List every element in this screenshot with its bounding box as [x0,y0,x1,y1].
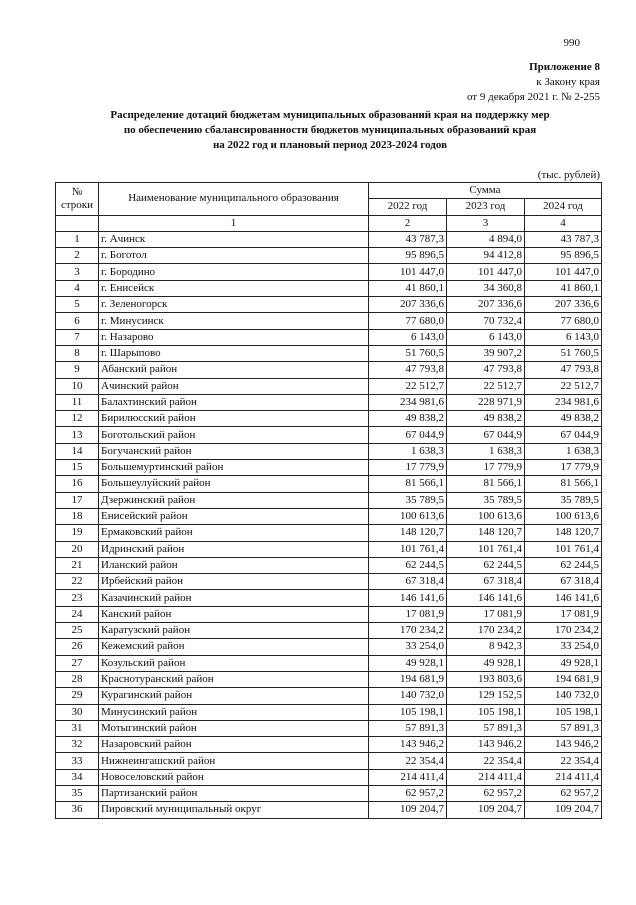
row-number-cell: 12 [56,411,99,427]
value-2023-cell: 228 971,9 [447,394,525,410]
value-2024-cell: 22 354,4 [525,753,602,769]
municipality-name-cell: г. Ачинск [99,231,369,247]
value-2024-cell: 62 957,2 [525,785,602,801]
municipality-name-cell: Новоселовский район [99,769,369,785]
municipality-name-cell: Ермаковский район [99,525,369,541]
heading-line-3: на 2022 год и плановый период 2023-2024 годов [212,139,448,151]
municipality-name-cell: Нижнеингашский район [99,753,369,769]
table-row [56,345,602,361]
value-2024-cell: 47 793,8 [525,362,602,378]
value-2024-cell: 77 680,0 [525,313,602,329]
table-row [56,313,602,329]
row-number-cell: 24 [56,606,99,622]
table-row [56,443,602,459]
value-2023-cell: 207 336,6 [447,297,525,313]
sum-header: Сумма [369,183,602,199]
table-row [56,476,602,492]
row-number-cell: 19 [56,525,99,541]
row-number-cell: 25 [56,623,99,639]
table-row [56,574,602,590]
table-row [56,753,602,769]
table-row [56,655,602,671]
value-2024-cell: 207 336,6 [525,297,602,313]
value-2024-cell: 143 946,2 [525,737,602,753]
value-2024-cell: 67 044,9 [525,427,602,443]
table-row [56,606,602,622]
value-2022-cell: 148 120,7 [369,525,447,541]
table-row [56,411,602,427]
table-row [56,427,602,443]
subsidy-table [55,182,602,819]
value-2022-cell: 1 638,3 [369,443,447,459]
value-2024-cell: 41 860,1 [525,280,602,296]
municipality-name-cell: г. Шарыпово [99,345,369,361]
value-2024-cell: 194 681,9 [525,671,602,687]
value-2022-cell: 105 198,1 [369,704,447,720]
value-2023-cell: 39 907,2 [447,345,525,361]
row-number-cell: 7 [56,329,99,345]
table-row [56,264,602,280]
row-number-cell: 31 [56,720,99,736]
value-2022-cell: 67 044,9 [369,427,447,443]
value-2023-cell: 101 761,4 [447,541,525,557]
value-2024-cell: 1 638,3 [525,443,602,459]
row-number-cell: 33 [56,753,99,769]
units-label: (тыс. рублей) [537,169,600,181]
municipality-name-cell: Мотыгинский район [99,720,369,736]
value-2024-cell: 109 204,7 [525,802,602,818]
value-2023-cell: 143 946,2 [447,737,525,753]
value-2023-cell: 62 957,2 [447,785,525,801]
row-number-cell: 21 [56,557,99,573]
value-2023-cell: 57 891,3 [447,720,525,736]
value-2024-cell: 148 120,7 [525,525,602,541]
table-row [56,248,602,264]
value-2022-cell: 22 354,4 [369,753,447,769]
col-number-header: № строки [56,183,99,216]
value-2022-cell: 207 336,6 [369,297,447,313]
value-2024-cell: 49 928,1 [525,655,602,671]
value-2023-cell: 22 512,7 [447,378,525,394]
municipality-name-cell: Козульский район [99,655,369,671]
value-2022-cell: 33 254,0 [369,639,447,655]
value-2024-cell: 57 891,3 [525,720,602,736]
row-number-cell: 6 [56,313,99,329]
row-number-cell: 10 [56,378,99,394]
table-row [56,541,602,557]
row-number-cell: 3 [56,264,99,280]
value-2024-cell: 101 447,0 [525,264,602,280]
table-row [56,557,602,573]
municipality-name-cell: г. Енисейск [99,280,369,296]
row-number-cell: 27 [56,655,99,671]
index-cell [56,215,99,231]
value-2024-cell: 22 512,7 [525,378,602,394]
municipality-name-cell: г. Боготол [99,248,369,264]
value-2023-cell: 35 789,5 [447,492,525,508]
municipality-name-cell: Иланский район [99,557,369,573]
document-heading [40,108,620,153]
table-row [56,688,602,704]
value-2024-cell: 33 254,0 [525,639,602,655]
value-2024-cell: 105 198,1 [525,704,602,720]
table-row [56,623,602,639]
row-number-cell: 22 [56,574,99,590]
value-2022-cell: 49 928,1 [369,655,447,671]
row-number-cell: 17 [56,492,99,508]
table-body [56,231,602,818]
appendix-block [467,60,600,105]
municipality-name-cell: Канский район [99,606,369,622]
value-2022-cell: 43 787,3 [369,231,447,247]
row-number-cell: 18 [56,508,99,524]
value-2023-cell: 101 447,0 [447,264,525,280]
municipality-name-cell: Енисейский район [99,508,369,524]
table-row [56,720,602,736]
municipality-name-cell: Краснотуранский район [99,671,369,687]
value-2024-cell: 51 760,5 [525,345,602,361]
municipality-name-cell: Идринский район [99,541,369,557]
value-2023-cell: 109 204,7 [447,802,525,818]
value-2022-cell: 17 779,9 [369,460,447,476]
col-name-header: Наименование муниципального образования [99,183,369,216]
row-number-cell: 11 [56,394,99,410]
value-2022-cell: 109 204,7 [369,802,447,818]
municipality-name-cell: Минусинский район [99,704,369,720]
value-2024-cell: 81 566,1 [525,476,602,492]
value-2023-cell: 62 244,5 [447,557,525,573]
value-2023-cell: 49 838,2 [447,411,525,427]
value-2022-cell: 17 081,9 [369,606,447,622]
table-row [56,590,602,606]
municipality-name-cell: Балахтинский район [99,394,369,410]
row-number-cell: 35 [56,785,99,801]
value-2024-cell: 62 244,5 [525,557,602,573]
value-2022-cell: 143 946,2 [369,737,447,753]
value-2023-cell: 193 803,6 [447,671,525,687]
value-2022-cell: 100 613,6 [369,508,447,524]
municipality-name-cell: Казачинский район [99,590,369,606]
value-2023-cell: 67 318,4 [447,574,525,590]
municipality-name-cell: Большемуртинский район [99,460,369,476]
municipality-name-cell: Партизанский район [99,785,369,801]
value-2023-cell: 17 081,9 [447,606,525,622]
table-row [56,785,602,801]
table-row [56,737,602,753]
table-row [56,460,602,476]
value-2022-cell: 77 680,0 [369,313,447,329]
value-2023-cell: 4 894,0 [447,231,525,247]
table-row [56,362,602,378]
row-number-cell: 13 [56,427,99,443]
value-2022-cell: 101 761,4 [369,541,447,557]
value-2022-cell: 67 318,4 [369,574,447,590]
value-2023-cell: 49 928,1 [447,655,525,671]
value-2023-cell: 100 613,6 [447,508,525,524]
value-2022-cell: 81 566,1 [369,476,447,492]
municipality-name-cell: Большеулуйский район [99,476,369,492]
value-2023-cell: 22 354,4 [447,753,525,769]
row-number-cell: 1 [56,231,99,247]
row-number-cell: 20 [56,541,99,557]
municipality-name-cell: Назаровский район [99,737,369,753]
row-number-cell: 15 [56,460,99,476]
municipality-name-cell: Пировский муниципальный округ [99,802,369,818]
value-2023-cell: 170 234,2 [447,623,525,639]
value-2022-cell: 140 732,0 [369,688,447,704]
table-row [56,329,602,345]
value-2022-cell: 6 143,0 [369,329,447,345]
value-2023-cell: 146 141,6 [447,590,525,606]
value-2022-cell: 47 793,8 [369,362,447,378]
heading-line-2: по обеспечению сбалансированности бюджетов муниципальных образований края [123,124,537,136]
value-2023-cell: 34 360,8 [447,280,525,296]
table-row [56,378,602,394]
value-2022-cell: 22 512,7 [369,378,447,394]
value-2022-cell: 57 891,3 [369,720,447,736]
page-number: 990 [563,37,580,49]
value-2023-cell: 47 793,8 [447,362,525,378]
table-row [56,297,602,313]
appendix-line-1: к Закону края [536,76,600,88]
row-number-cell: 23 [56,590,99,606]
index-cell: 2 [369,215,447,231]
value-2022-cell: 194 681,9 [369,671,447,687]
value-2024-cell: 95 896,5 [525,248,602,264]
value-2024-cell: 140 732,0 [525,688,602,704]
index-cell: 3 [447,215,525,231]
row-number-cell: 34 [56,769,99,785]
row-number-cell: 36 [56,802,99,818]
row-number-cell: 30 [56,704,99,720]
value-2023-cell: 94 412,8 [447,248,525,264]
value-2024-cell: 43 787,3 [525,231,602,247]
value-2024-cell: 100 613,6 [525,508,602,524]
value-2023-cell: 81 566,1 [447,476,525,492]
table-row [56,231,602,247]
table-row [56,769,602,785]
row-number-cell: 16 [56,476,99,492]
table-row [56,525,602,541]
value-2022-cell: 35 789,5 [369,492,447,508]
index-row [56,215,602,231]
value-2022-cell: 51 760,5 [369,345,447,361]
table-row [56,492,602,508]
value-2024-cell: 170 234,2 [525,623,602,639]
heading-line-1: Распределение дотаций бюджетам муниципальных образований края на поддержку мер [110,109,550,121]
value-2024-cell: 146 141,6 [525,590,602,606]
index-cell: 1 [99,215,369,231]
table-row [56,704,602,720]
municipality-name-cell: Богучанский район [99,443,369,459]
value-2022-cell: 234 981,6 [369,394,447,410]
municipality-name-cell: Курагинский район [99,688,369,704]
value-2022-cell: 146 141,6 [369,590,447,606]
value-2024-cell: 35 789,5 [525,492,602,508]
table-row [56,508,602,524]
value-2024-cell: 17 779,9 [525,460,602,476]
value-2022-cell: 95 896,5 [369,248,447,264]
municipality-name-cell: Абанский район [99,362,369,378]
row-number-cell: 9 [56,362,99,378]
municipality-name-cell: Ачинский район [99,378,369,394]
value-2022-cell: 62 244,5 [369,557,447,573]
value-2023-cell: 17 779,9 [447,460,525,476]
value-2023-cell: 8 942,3 [447,639,525,655]
value-2024-cell: 6 143,0 [525,329,602,345]
municipality-name-cell: Каратузский район [99,623,369,639]
row-number-cell: 5 [56,297,99,313]
value-2023-cell: 1 638,3 [447,443,525,459]
value-2023-cell: 70 732,4 [447,313,525,329]
value-2024-cell: 17 081,9 [525,606,602,622]
index-cell: 4 [525,215,602,231]
table-row [56,802,602,818]
value-2023-cell: 105 198,1 [447,704,525,720]
value-2022-cell: 170 234,2 [369,623,447,639]
year-header-2023: 2023 год [447,199,525,215]
row-number-cell: 28 [56,671,99,687]
value-2024-cell: 214 411,4 [525,769,602,785]
value-2023-cell: 6 143,0 [447,329,525,345]
municipality-name-cell: г. Зеленогорск [99,297,369,313]
municipality-name-cell: г. Назарово [99,329,369,345]
value-2024-cell: 101 761,4 [525,541,602,557]
value-2022-cell: 101 447,0 [369,264,447,280]
value-2022-cell: 214 411,4 [369,769,447,785]
municipality-name-cell: Ирбейский район [99,574,369,590]
municipality-name-cell: Дзержинский район [99,492,369,508]
value-2024-cell: 49 838,2 [525,411,602,427]
table-row [56,639,602,655]
value-2023-cell: 214 411,4 [447,769,525,785]
municipality-name-cell: Бирилюсский район [99,411,369,427]
value-2023-cell: 67 044,9 [447,427,525,443]
value-2024-cell: 234 981,6 [525,394,602,410]
table-row [56,394,602,410]
row-number-cell: 8 [56,345,99,361]
header-row [56,183,602,199]
value-2022-cell: 62 957,2 [369,785,447,801]
row-number-cell: 26 [56,639,99,655]
table-row [56,671,602,687]
municipality-name-cell: г. Бородино [99,264,369,280]
municipality-name-cell: Боготольский район [99,427,369,443]
row-number-cell: 29 [56,688,99,704]
municipality-name-cell: Кежемский район [99,639,369,655]
year-header-2024: 2024 год [525,199,602,215]
value-2024-cell: 67 318,4 [525,574,602,590]
row-number-cell: 32 [56,737,99,753]
row-number-cell: 2 [56,248,99,264]
row-number-cell: 14 [56,443,99,459]
value-2022-cell: 41 860,1 [369,280,447,296]
municipality-name-cell: г. Минусинск [99,313,369,329]
table-row [56,280,602,296]
value-2023-cell: 129 152,5 [447,688,525,704]
row-number-cell: 4 [56,280,99,296]
appendix-title: Приложение 8 [529,61,600,73]
value-2022-cell: 49 838,2 [369,411,447,427]
year-header-2022: 2022 год [369,199,447,215]
appendix-line-2: от 9 декабря 2021 г. № 2-255 [466,91,600,103]
value-2023-cell: 148 120,7 [447,525,525,541]
